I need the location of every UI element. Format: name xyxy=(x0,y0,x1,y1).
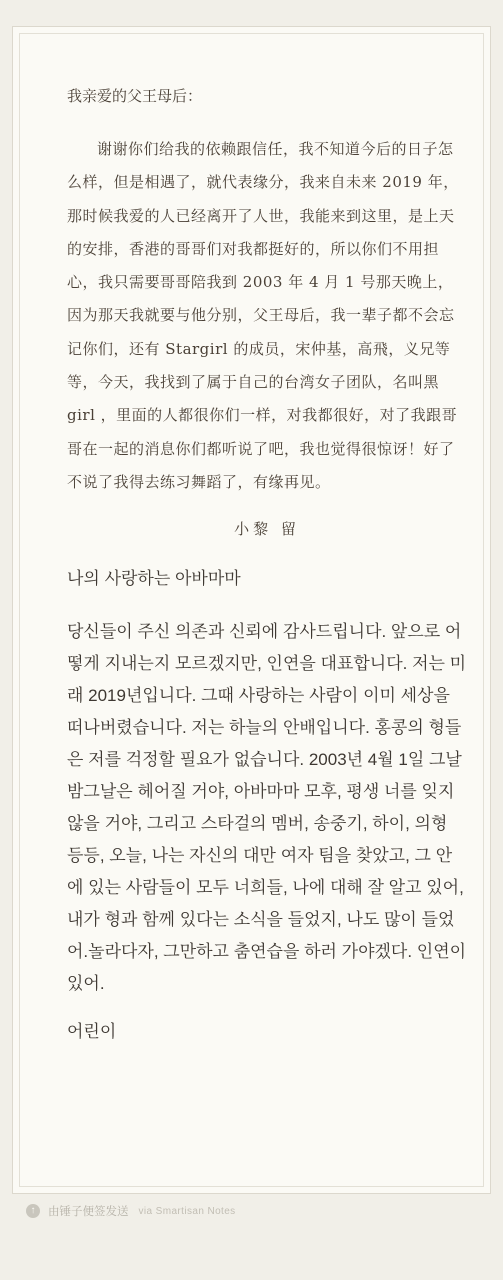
footer-via-app: via Smartisan Notes xyxy=(138,1205,236,1217)
note-content xyxy=(67,81,467,1048)
footer-sent-via-label: 由锤子便签发送 xyxy=(48,1206,129,1218)
korean-letter-body: 당신들이 주신 의존과 신뢰에 감사드립니다. 앞으로 어떻게 지내는지 모르겠지만, 인연을 대표합니다. 저는 미래 2019년입니다. 그때 사랑하는 사람이 이미 세상을 떠나버렸습니다. 저는 하늘의 안배입니다. 홍콩의 형들은 저를 걱정할 필요가 없습니다. 2003년 4월 1일 그날 밤그날은 헤어질 거야, 아바마마 모후, 평생 너를 잊지 않을 거야, 그리고 스타걸의 멤버, 송중기, 하이, 의형 등등, 오늘, 나는 자신의 대만 여자 팀을 찾았고, 그 안에 있는 사람들이 모두 너희들, 나에 대해 잘 알고 있어, 내가 형과 함께 있다는 소식을 들었지, 나도 많이 들었어.놀라다자, 그만하고 춤연습을 하러 가야겠다. 인연이 있어. xyxy=(67,622,467,994)
chinese-signature: 小黎 留 xyxy=(234,520,300,539)
chinese-letter-body: 谢谢你们给我的依赖跟信任，我不知道今后的日子怎么样，但是相遇了，就代表缘分，我来自未来 2019 年，那时候我爱的人已经离开了人世，我能来到这里，是上天的安排，香港的哥哥们对我都挺好的，所以你们不用担心，我只需要哥哥陪我到 2003 年 4 月 1 号那天晚上，因为那天我就要与他分别，父王母后，我一辈子都不会忘记你们，还有 Stargirl 的成员，宋仲基，高飛，义兄等等，今天，我找到了属于自己的台湾女子团队，名叫黑 girl ，里面的人都很你们一样，对我都很好，对了我跟哥哥在一起的消息你们都听说了吧，我也觉得很惊讶！好了不说了我得去练习舞蹈了，有缘再见。 xyxy=(67,140,459,491)
chinese-salutation: 我亲爱的父王母后： xyxy=(67,87,203,105)
footer-attribution xyxy=(26,1203,236,1219)
korean-salutation: 나의 사랑하는 아바마마 xyxy=(67,569,241,589)
korean-signature: 어린이 xyxy=(67,1022,117,1042)
note-card xyxy=(12,26,491,1194)
smartisan-arrow-icon: ↑ xyxy=(26,1204,40,1218)
